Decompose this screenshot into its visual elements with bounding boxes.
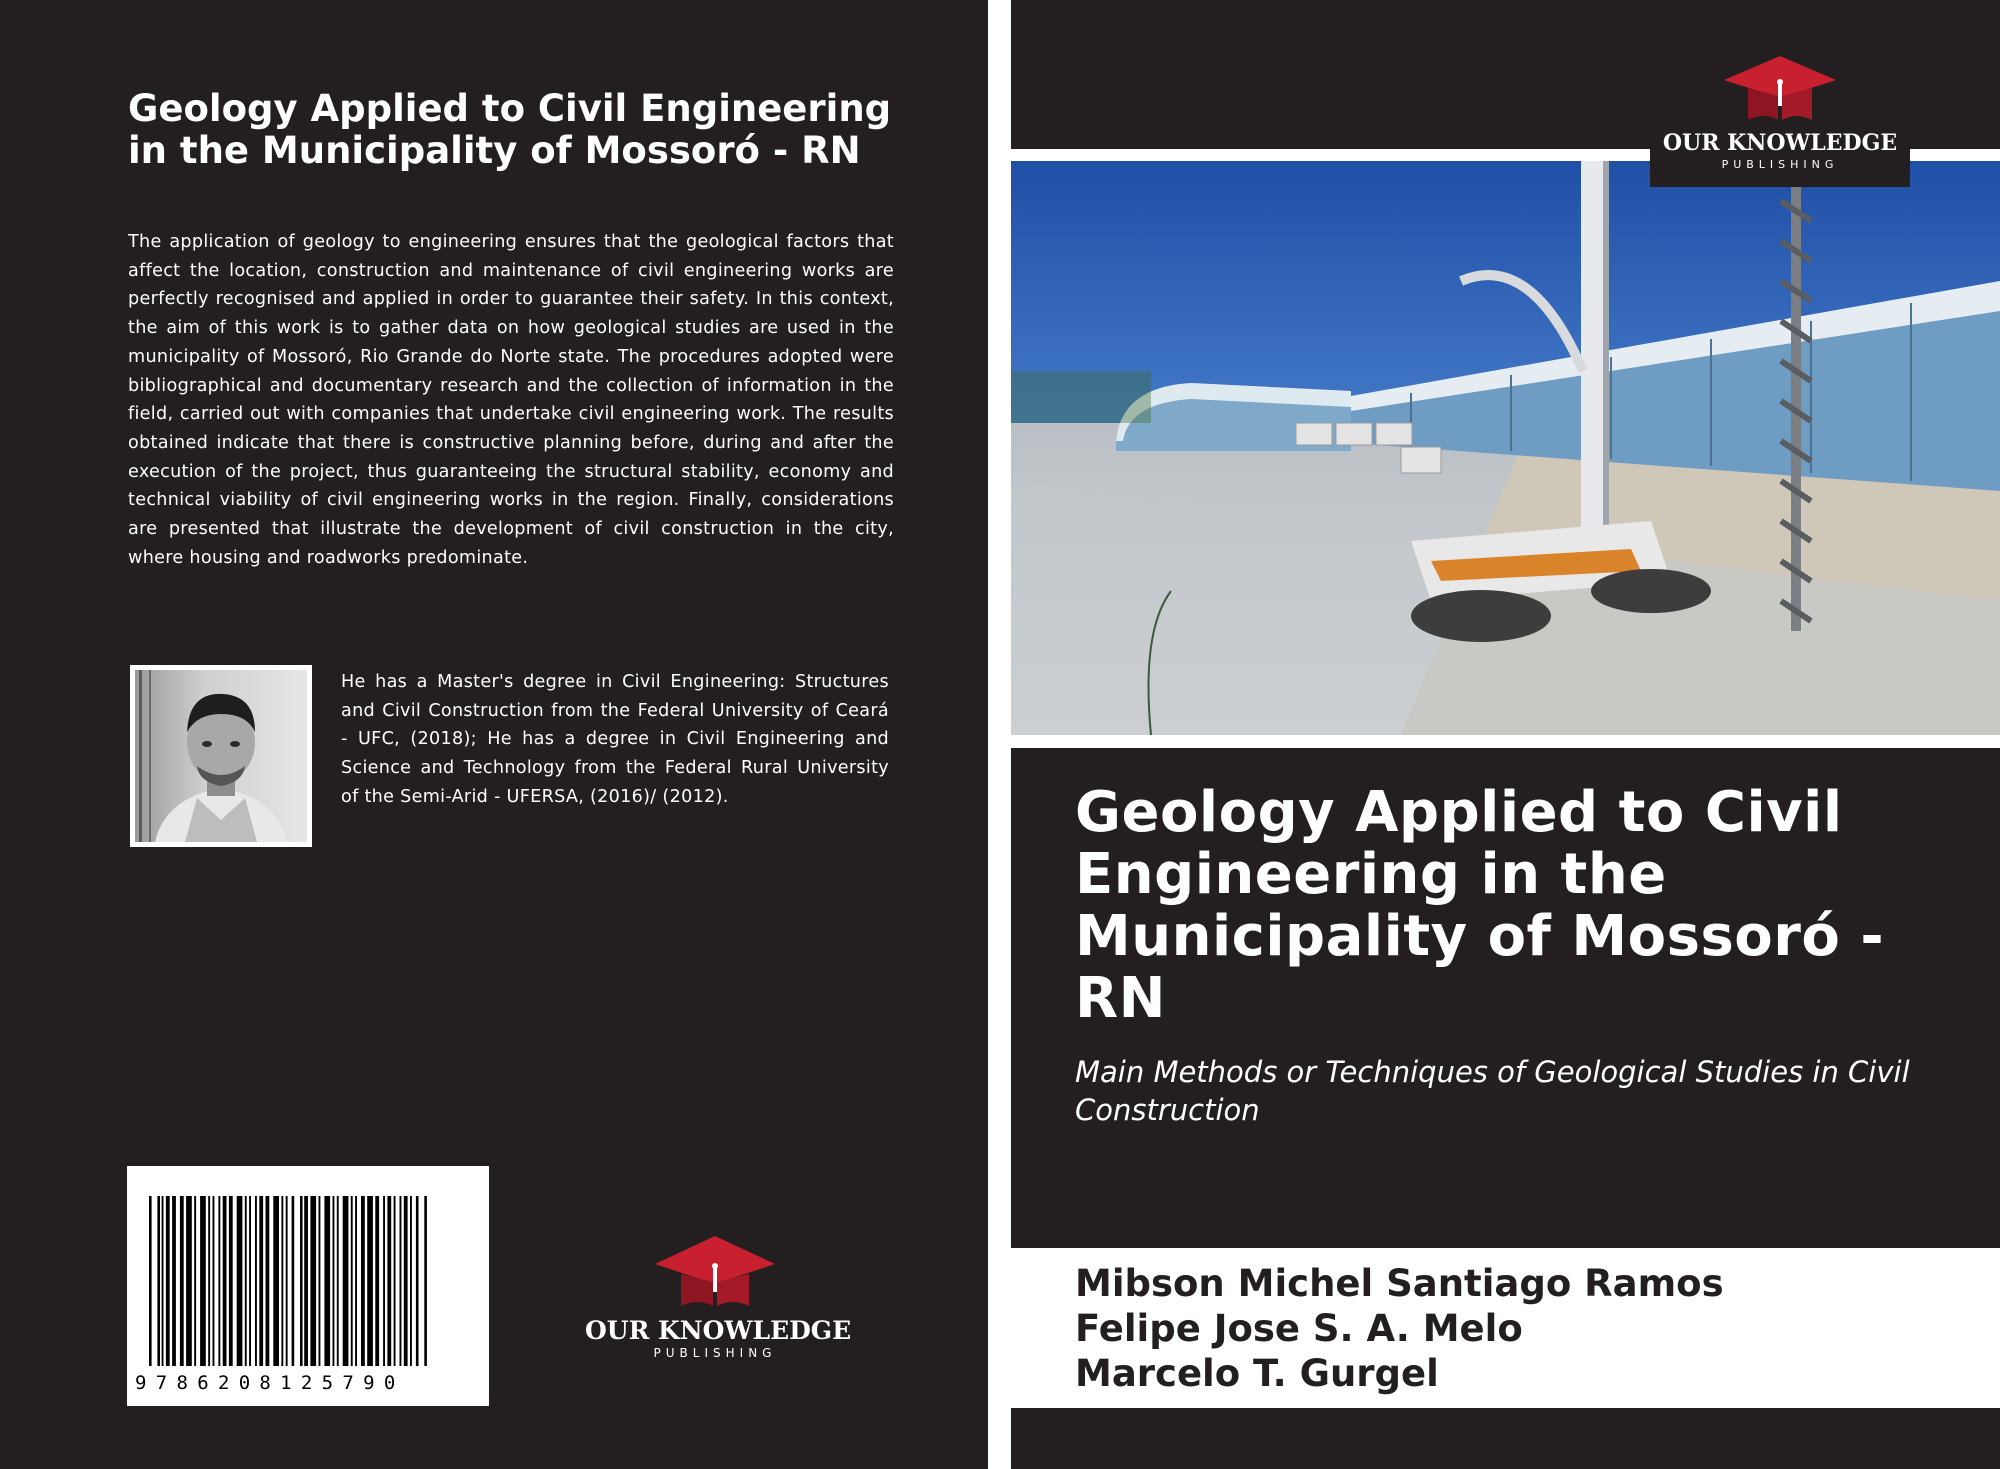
barcode-bar <box>218 1196 220 1366</box>
barcode-bar <box>387 1196 391 1366</box>
barcode-bar <box>343 1196 349 1366</box>
front-publisher-logo <box>1650 50 1910 187</box>
front-divider-mid <box>1011 735 2000 748</box>
author-photo <box>130 665 312 847</box>
barcode-bar <box>383 1196 385 1366</box>
graduation-cap-book-icon <box>585 1230 845 1310</box>
barcode-bar <box>319 1196 321 1366</box>
author-name-3: Marcelo T. Gurgel <box>1075 1352 1439 1395</box>
barcode-guard-bar <box>157 1196 160 1366</box>
authors-band <box>1011 1248 2000 1408</box>
barcode-bar <box>286 1196 288 1366</box>
author-portrait-image <box>135 670 307 842</box>
barcode-bar <box>223 1196 227 1366</box>
cover-photo-construction-site <box>1011 161 2000 735</box>
barcode-bar <box>351 1196 353 1366</box>
barcode-bar <box>249 1196 251 1366</box>
barcode-bar <box>337 1196 339 1366</box>
back-logo-sub: PUBLISHING <box>653 1346 777 1360</box>
front-cover-title: Geology Applied to Civil Engineering in the Municipality of Mossoró - RN <box>1075 780 1885 1031</box>
author-name-1: Mibson Michel Santiago Ramos <box>1075 1262 1724 1305</box>
barcode-bar <box>400 1196 402 1366</box>
barcode-bar <box>200 1196 206 1366</box>
back-cover-title: Geology Applied to Civil Engineering in the Municipality of Mossoró - RN <box>128 87 892 172</box>
barcode-bar <box>324 1196 330 1366</box>
barcode-bar <box>172 1196 176 1366</box>
construction-photo <box>1011 161 2000 735</box>
barcode-bar <box>375 1196 379 1366</box>
barcode-bars <box>127 1166 489 1366</box>
back-logo-name: OUR KNOWLEDGE <box>585 1316 852 1345</box>
barcode-bar <box>162 1196 164 1366</box>
barcode-bar <box>404 1196 408 1366</box>
barcode-bar <box>237 1196 243 1366</box>
graduation-cap-book-icon-front <box>1650 50 1910 128</box>
isbn-digits: 9786208125790 <box>135 1372 405 1394</box>
back-cover-abstract: The application of geology to engineering ensures that the geological factors that affect the location, construction and maintenance of civil engineering works are perfectly recognised and applied in order to guarantee their safety. In this context, the aim of this work is to gather data on how geological studies are used in the municipality of Mossoró, Rio Grande do Norte state. The procedures adopted were bibliographical and documentary research and the collection of information in the field, carried out with companies that undertake civil engineering work. The results obtained indicate that there is constructive planning before, during and after the execution of the project, thus guaranteeing the structural stability, economy and technical viability of civil engineering works in the region. Finally, considerations are presented that illustrate the development of civil construction in the city, where housing and roadworks predominate. <box>128 232 894 568</box>
barcode-bar <box>281 1196 283 1366</box>
front-cover-subtitle: Main Methods or Techniques of Geological Studies in Civil Construction <box>1075 1055 1910 1127</box>
isbn-barcode <box>127 1166 489 1406</box>
barcode-guard-bar <box>300 1196 303 1366</box>
back-cover <box>0 0 988 1469</box>
barcode-bar <box>166 1196 170 1366</box>
front-logo-name: OUR KNOWLEDGE <box>1662 130 1898 156</box>
barcode-bar <box>310 1196 316 1366</box>
barcode-bar <box>259 1196 263 1366</box>
barcode-guard-bar <box>416 1196 419 1366</box>
author-name-2: Felipe Jose S. A. Melo <box>1075 1307 1523 1350</box>
barcode-bar <box>266 1196 270 1366</box>
barcode-bar <box>355 1196 357 1366</box>
author-bio: He has a Master's degree in Civil Engineering: Structures and Civil Construction from the Federal University of Ceará - UFC, (2018); He has a degree in Civil Engineering and Science and Technology from the Federal Rural University of the Semi-Arid - UFERSA, (2016)/ (2012). <box>341 672 889 807</box>
barcode-bar <box>361 1196 365 1366</box>
barcode-bar <box>255 1196 257 1366</box>
front-logo-sub: PUBLISHING <box>1721 158 1839 171</box>
barcode-bar <box>180 1196 184 1366</box>
barcode-bar <box>208 1196 210 1366</box>
barcode-bar <box>186 1196 192 1366</box>
barcode-bar <box>194 1196 196 1366</box>
barcode-bar <box>304 1196 308 1366</box>
back-publisher-logo <box>585 1230 852 1360</box>
barcode-bar <box>333 1196 335 1366</box>
barcode-bar <box>410 1196 412 1366</box>
barcode-bar <box>394 1196 396 1366</box>
barcode-guard-bar <box>292 1196 295 1366</box>
barcode-bar <box>273 1196 279 1366</box>
barcode-guard-bar <box>424 1196 427 1366</box>
barcode-guard-bar <box>149 1196 152 1366</box>
barcode-bar <box>367 1196 373 1366</box>
barcode-bar <box>245 1196 247 1366</box>
barcode-bar <box>213 1196 215 1366</box>
barcode-bar <box>229 1196 233 1366</box>
